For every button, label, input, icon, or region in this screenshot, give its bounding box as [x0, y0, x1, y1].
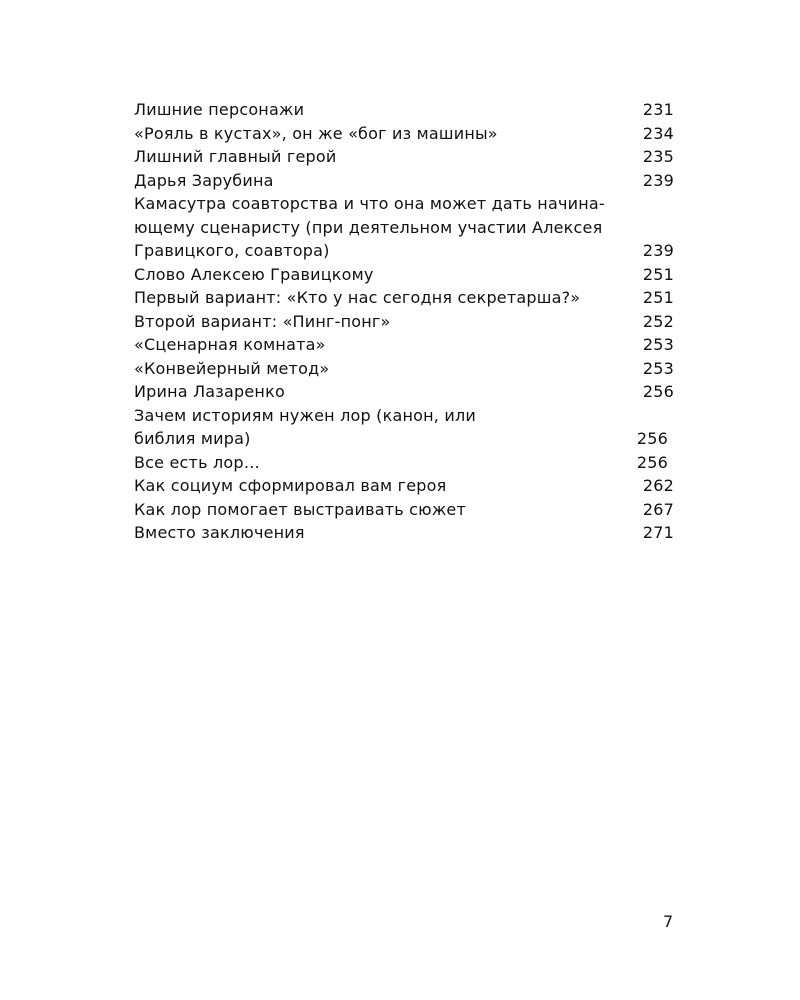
toc-entry	[134, 404, 674, 451]
toc-entry-page: 234	[642, 123, 674, 143]
toc-entry-title: Как социум сформировал вам героя	[134, 476, 447, 495]
toc-entry	[134, 286, 674, 310]
toc-entry	[134, 474, 674, 498]
toc-entry	[134, 145, 674, 169]
toc-entry-title: Все есть лор…	[134, 452, 260, 472]
toc-entry-title: «Сценарная комната»	[134, 335, 326, 354]
toc-entry-title: Ирина Лазаренко	[134, 382, 285, 401]
table-of-contents	[134, 98, 674, 545]
toc-entry	[134, 192, 674, 263]
toc-entry-page: 271	[642, 523, 674, 542]
toc-entry-title: Лишний главный герой	[134, 147, 337, 166]
toc-entry-title: Слово Алексею Гравицкому	[134, 264, 374, 284]
toc-entry	[134, 357, 674, 381]
toc-entry-title: Как лор помогает выстраивать сюжет	[134, 499, 466, 519]
toc-entry-page: 253	[642, 335, 674, 354]
toc-entry-title: «Конвейерный метод»	[134, 358, 330, 378]
toc-entry-page: 256	[636, 452, 668, 472]
toc-entry	[134, 380, 674, 404]
toc-entry	[134, 498, 674, 522]
toc-entry-page: 253	[642, 358, 674, 378]
toc-entry	[134, 98, 674, 122]
toc-entry-page: 235	[642, 147, 674, 166]
toc-entry-page: 267	[642, 499, 674, 519]
toc-entry-page: 251	[642, 264, 674, 284]
toc-entry-page: 251	[642, 288, 674, 307]
toc-entry-page: 256	[642, 382, 674, 401]
toc-entry-title: Второй вариант: «Пинг-понг»	[134, 311, 391, 331]
toc-entry-page: 239	[642, 241, 674, 260]
toc-entry	[134, 263, 674, 287]
toc-entry-title: Зачем историям нужен лор (канон, или библия мира)	[134, 405, 476, 448]
toc-entry-title: Первый вариант: «Кто у нас сегодня секретарша?»	[134, 288, 581, 307]
toc-entry-title: Дарья Зарубина	[134, 170, 274, 190]
toc-entry-page: 231	[642, 100, 674, 119]
toc-entry-page: 262	[642, 476, 674, 495]
toc-entry	[134, 169, 674, 193]
toc-entry-title: «Рояль в кустах», он же «бог из машины»	[134, 123, 498, 143]
toc-entry-page: 239	[642, 170, 674, 190]
toc-entry-page: 256	[636, 429, 668, 448]
toc-entry-page: 252	[642, 311, 674, 331]
toc-entry-title: Камасутра соавторства и что она может дать начина-ющему сценаристу (при деятельном участии Алексея Гравицкого, соавтора)	[134, 194, 605, 260]
toc-entry	[134, 521, 674, 545]
toc-entry-title: Лишние персонажи	[134, 100, 305, 119]
toc-entry-title: Вместо заключения	[134, 523, 305, 542]
page-number: 7	[663, 912, 674, 931]
toc-entry	[134, 122, 674, 146]
toc-entry	[134, 333, 674, 357]
toc-entry	[134, 310, 674, 334]
toc-entry	[134, 451, 674, 475]
